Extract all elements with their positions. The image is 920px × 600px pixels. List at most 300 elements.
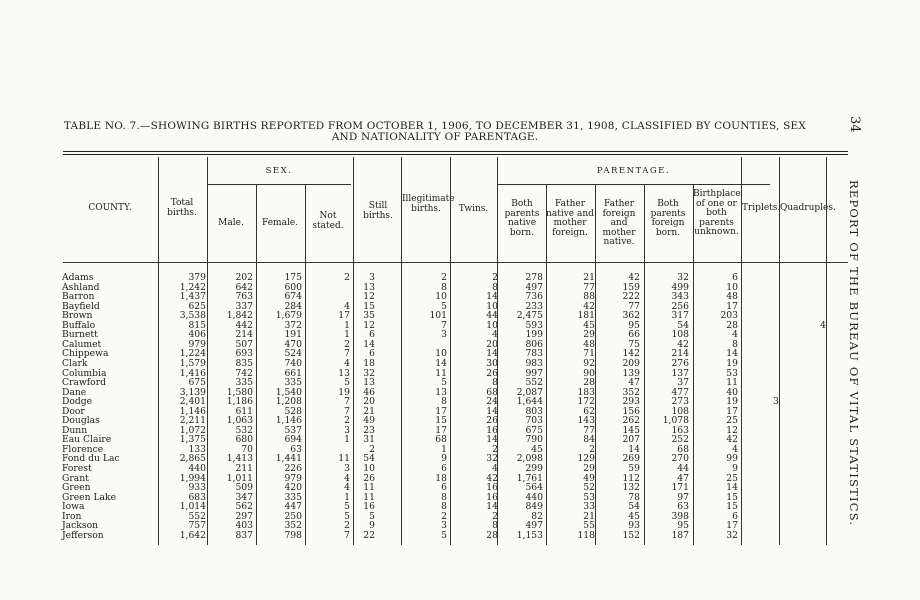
cell-both-native: 2,098 [516,453,543,465]
cell-still: 10 [363,463,375,474]
cell-both-foreign: 171 [671,482,689,494]
cell-twins: 4 [492,329,498,341]
cell-twins: 32 [486,453,498,465]
cell-male: 837 [235,529,253,541]
col-header-twins: Twins. [458,204,489,214]
cell-male: 835 [235,357,253,369]
cell-still: 13 [363,377,375,389]
cell-twins: 68 [486,386,498,398]
county-name: Jackson [62,520,99,532]
running-head [847,116,867,527]
cell-twins: 14 [486,291,498,303]
cell-father-foreign-mother-native: 66 [628,329,640,341]
cell-both-native: 593 [525,319,543,331]
cell-unknown: 15 [726,491,738,503]
cell-still: 6 [369,329,375,341]
cell-male: 442 [235,319,253,331]
cell-illegitimate: 13 [435,386,447,398]
col-header-male: Male. [218,218,244,228]
cell-father-native-mother-foreign: 71 [583,348,595,360]
county-name: Clark [62,357,88,369]
cell-still: 32 [363,367,375,379]
cell-father-native-mother-foreign: 84 [583,434,595,446]
county-name: Barron [62,291,95,303]
cell-father-foreign-mother-native: 77 [628,300,640,312]
cell-both-foreign: 273 [671,396,689,408]
cell-female: 175 [284,272,302,283]
sex-group-rule [207,184,351,185]
cell-father-foreign-mother-native: 139 [622,367,640,379]
cell-unknown: 4 [732,329,738,341]
cell-male: 202 [235,272,253,283]
cell-still: 18 [363,357,375,369]
cell-total: 1,224 [179,348,206,360]
cell-twins: 8 [492,377,498,389]
cell-still: 6 [369,348,375,360]
cell-total: 2,211 [179,415,206,427]
cell-not-stated: 7 [344,348,350,360]
cell-both-native: 1,153 [516,529,543,541]
column-divider [826,157,827,545]
cell-unknown: 14 [726,482,738,494]
cell-male: 509 [235,482,253,494]
cell-illegitimate: 3 [441,520,447,532]
cell-father-native-mother-foreign: 55 [583,520,595,532]
cell-twins: 26 [486,415,498,427]
cell-still: 54 [363,453,375,465]
cell-both-foreign: 32 [677,272,689,283]
cell-father-native-mother-foreign: 21 [583,272,595,283]
col-header-triplets: Triplets. [742,203,781,213]
cell-both-native: 803 [525,405,543,417]
cell-male: 1,842 [226,310,253,322]
cell-both-foreign: 163 [671,424,689,436]
cell-both-native: 1,761 [516,472,543,484]
cell-both-native: 278 [525,272,543,283]
cell-male: 211 [235,463,253,474]
cell-still: 13 [363,281,375,293]
cell-father-foreign-mother-native: 95 [628,319,640,331]
cell-illegitimate: 2 [441,510,447,522]
cell-female: 372 [284,319,302,331]
cell-female: 661 [284,367,302,379]
cell-not-stated: 5 [344,510,350,522]
cell-still: 15 [363,300,375,312]
cell-both-foreign: 97 [677,491,689,503]
cell-total: 815 [188,319,206,331]
cell-both-native: 790 [525,434,543,446]
cell-father-native-mother-foreign: 77 [583,424,595,436]
cell-both-foreign: 54 [677,319,689,331]
col-header-both-native: Both parents native born. [504,199,540,238]
cell-both-foreign: 398 [671,510,689,522]
cell-twins: 2 [492,272,498,283]
col-header-father-foreign: Father foreign and mother native. [602,199,636,247]
cell-illegitimate: 8 [441,281,447,293]
cell-still: 3 [369,272,375,283]
header-double-rule-bottom [63,154,848,155]
cell-female: 250 [284,510,302,522]
cell-unknown: 17 [726,300,738,312]
cell-twins: 8 [492,281,498,293]
cell-unknown: 19 [726,357,738,369]
cell-father-foreign-mother-native: 59 [628,463,640,474]
cell-twins: 16 [486,482,498,494]
cell-male: 562 [235,501,253,513]
cell-not-stated: 7 [344,396,350,408]
cell-male: 763 [235,291,253,303]
cell-illegitimate: 7 [441,319,447,331]
county-name: Jefferson [62,529,104,541]
cell-twins: 20 [486,338,498,350]
cell-unknown: 28 [726,319,738,331]
cell-still: 31 [363,434,375,446]
cell-female: 528 [284,405,302,417]
cell-total: 1,579 [179,357,206,369]
cell-illegitimate: 1 [441,443,447,455]
cell-illegitimate: 8 [441,396,447,408]
cell-male: 1,063 [226,415,253,427]
cell-female: 1,208 [275,396,302,408]
cell-both-foreign: 187 [671,529,689,541]
cell-not-stated: 2 [344,338,350,350]
county-name: Green Lake [62,491,117,503]
sex-group-header: SEX. [265,166,293,176]
county-name: Douglas [62,415,100,427]
cell-twins: 2 [492,443,498,455]
cell-total: 1,375 [179,434,206,446]
cell-both-native: 564 [525,482,543,494]
header-double-rule-top [63,151,848,152]
cell-father-foreign-mother-native: 47 [628,377,640,389]
cell-male: 347 [235,491,253,503]
cell-both-foreign: 270 [671,453,689,465]
cell-father-native-mother-foreign: 172 [577,396,595,408]
cell-unknown: 14 [726,348,738,360]
cell-twins: 24 [486,396,498,408]
county-name: Dodge [62,396,93,408]
cell-male: 611 [235,405,253,417]
cell-illegitimate: 8 [441,501,447,513]
cell-illegitimate: 10 [435,348,447,360]
county-name: Crawford [62,377,106,389]
cell-not-stated: 7 [344,405,350,417]
cell-illegitimate: 6 [441,463,447,474]
col-header-illegitimate: Illegitimate births. [402,194,455,214]
cell-female: 447 [284,501,302,513]
cell-father-foreign-mother-native: 269 [622,453,640,465]
col-header-female: Female. [261,218,299,228]
cell-illegitimate: 68 [435,434,447,446]
cell-father-foreign-mother-native: 132 [622,482,640,494]
cell-father-native-mother-foreign: 90 [583,367,595,379]
cell-total: 3,538 [179,310,206,322]
cell-unknown: 25 [726,415,738,427]
cell-female: 335 [284,377,302,389]
cell-male: 532 [235,424,253,436]
cell-unknown: 17 [726,520,738,532]
cell-illegitimate: 15 [435,415,447,427]
cell-father-native-mother-foreign: 21 [583,510,595,522]
cell-not-stated: 2 [344,415,350,427]
county-name: Bayfield [62,300,100,312]
cell-not-stated: 2 [344,520,350,532]
cell-twins: 16 [486,491,498,503]
cell-total: 3,139 [179,386,206,398]
cell-not-stated: 7 [344,529,350,541]
cell-not-stated: 19 [338,386,350,398]
cell-father-foreign-mother-native: 152 [622,529,640,541]
cell-father-foreign-mother-native: 75 [628,338,640,350]
cell-both-foreign: 137 [671,367,689,379]
cell-unknown: 203 [720,310,738,322]
county-name: Door [62,405,85,417]
cell-unknown: 6 [732,272,738,283]
col-header-quadruplets: Quadruples. [780,203,836,213]
cell-total: 933 [188,482,206,494]
cell-father-native-mother-foreign: 52 [583,482,595,494]
cell-both-foreign: 47 [677,472,689,484]
col-header-still: Still births. [363,201,393,221]
cell-twins: 14 [486,348,498,360]
cell-male: 680 [235,434,253,446]
cell-unknown: 48 [726,291,738,303]
cell-female: 524 [284,348,302,360]
cell-unknown: 17 [726,405,738,417]
cell-unknown: 42 [726,434,738,446]
cell-both-foreign: 44 [677,463,689,474]
cell-father-foreign-mother-native: 209 [622,357,640,369]
cell-father-native-mother-foreign: 33 [583,501,595,513]
cell-still: 16 [363,501,375,513]
cell-twins: 42 [486,472,498,484]
cell-still: 11 [363,482,375,494]
cell-not-stated: 3 [344,424,350,436]
cell-total: 1,642 [179,529,206,541]
cell-both-native: 2,087 [516,386,543,398]
cell-illegitimate: 5 [441,377,447,389]
cell-female: 1,146 [275,415,302,427]
cell-father-native-mother-foreign: 29 [583,463,595,474]
cell-still: 2 [369,443,375,455]
cell-both-foreign: 95 [677,520,689,532]
cell-unknown: 19 [726,396,738,408]
title-line-1: TABLE NO. 7.—SHOWING BIRTHS REPORTED FROM OCTOBER 1, 1906, TO DECEMBER 31, 1908, CLASSIFIED BY COUNTIES, SEX [63,120,807,132]
cell-total: 979 [188,338,206,350]
cell-father-native-mother-foreign: 2 [589,443,595,455]
county-name: Iowa [62,501,85,513]
cell-total: 133 [188,443,206,455]
cell-female: 537 [284,424,302,436]
cell-father-native-mother-foreign: 53 [583,491,595,503]
cell-both-native: 440 [525,491,543,503]
cell-male: 742 [235,367,253,379]
cell-total: 406 [188,329,206,341]
cell-father-native-mother-foreign: 88 [583,291,595,303]
cell-unknown: 11 [726,377,738,389]
cell-both-native: 552 [525,377,543,389]
cell-still: 46 [363,386,375,398]
cell-both-foreign: 37 [677,377,689,389]
cell-total: 2,401 [179,396,206,408]
cell-twins: 14 [486,405,498,417]
cell-father-native-mother-foreign: 28 [583,377,595,389]
cell-unknown: 12 [726,424,738,436]
cell-female: 1,441 [275,453,302,465]
cell-twins: 28 [486,529,498,541]
cell-total: 1,072 [179,424,206,436]
cell-both-foreign: 276 [671,357,689,369]
county-name: Iron [62,510,82,522]
county-name: Green [62,482,91,494]
cell-not-stated: 2 [344,272,350,283]
cell-male: 693 [235,348,253,360]
cell-illegitimate: 2 [441,272,447,283]
cell-still: 21 [363,405,375,417]
cell-both-native: 736 [525,291,543,303]
cell-female: 1,540 [275,386,302,398]
cell-both-native: 806 [525,338,543,350]
cell-twins: 8 [492,520,498,532]
cell-twins: 44 [486,310,498,322]
cell-father-native-mother-foreign: 45 [583,319,595,331]
cell-both-native: 849 [525,501,543,513]
cell-still: 20 [363,396,375,408]
cell-total: 1,014 [179,501,206,513]
county-name: Columbia [62,367,107,379]
cell-male: 1,413 [226,453,253,465]
cell-father-foreign-mother-native: 207 [622,434,640,446]
cell-father-native-mother-foreign: 62 [583,405,595,417]
cell-father-foreign-mother-native: 362 [622,310,640,322]
county-name: Burnett [62,329,98,341]
cell-unknown: 99 [726,453,738,465]
cell-father-foreign-mother-native: 54 [628,501,640,513]
cell-total: 552 [188,510,206,522]
cell-male: 642 [235,281,253,293]
cell-still: 12 [363,319,375,331]
cell-total: 625 [188,300,206,312]
county-name: Eau Claire [62,434,112,446]
cell-male: 1,580 [226,386,253,398]
cell-not-stated: 4 [344,357,350,369]
cell-still: 5 [369,510,375,522]
cell-father-native-mother-foreign: 49 [583,472,595,484]
cell-unknown: 10 [726,281,738,293]
cell-illegitimate: 10 [435,291,447,303]
cell-both-foreign: 499 [671,281,689,293]
cell-both-native: 45 [531,443,543,455]
cell-illegitimate: 5 [441,529,447,541]
cell-both-native: 2,475 [516,310,543,322]
county-name: Buffalo [62,319,96,331]
cell-not-stated: 5 [344,377,350,389]
cell-total: 1,994 [179,472,206,484]
county-name: Forest [62,463,92,474]
cell-male: 335 [235,377,253,389]
cell-unknown: 25 [726,472,738,484]
county-name: Dane [62,386,87,398]
cell-father-native-mother-foreign: 42 [583,300,595,312]
cell-father-foreign-mother-native: 262 [622,415,640,427]
cell-female: 798 [284,529,302,541]
cell-unknown: 15 [726,501,738,513]
county-name: Fond du Lac [62,453,120,465]
cell-father-foreign-mother-native: 142 [622,348,640,360]
cell-father-native-mother-foreign: 183 [577,386,595,398]
cell-total: 675 [188,377,206,389]
cell-father-foreign-mother-native: 145 [622,424,640,436]
cell-still: 12 [363,291,375,303]
cell-female: 63 [290,443,302,455]
cell-unknown: 8 [732,338,738,350]
cell-not-stated: 4 [344,472,350,484]
cell-both-foreign: 252 [671,434,689,446]
cell-still: 14 [363,338,375,350]
cell-still: 35 [363,310,375,322]
cell-father-foreign-mother-native: 293 [622,396,640,408]
cell-not-stated: 4 [344,300,350,312]
cell-illegitimate: 17 [435,405,447,417]
cell-triplets: 3 [773,396,779,408]
cell-both-native: 983 [525,357,543,369]
cell-father-native-mother-foreign: 77 [583,281,595,293]
cell-twins: 26 [486,367,498,379]
cell-total: 1,416 [179,367,206,379]
cell-female: 979 [284,472,302,484]
cell-both-foreign: 1,078 [662,415,689,427]
cell-unknown: 40 [726,386,738,398]
cell-total: 683 [188,491,206,503]
cell-father-foreign-mother-native: 222 [622,291,640,303]
cell-father-foreign-mother-native: 93 [628,520,640,532]
cell-illegitimate: 5 [441,300,447,312]
cell-both-native: 783 [525,348,543,360]
cell-both-native: 703 [525,415,543,427]
cell-father-native-mother-foreign: 181 [577,310,595,322]
title-line-2: AND NATIONALITY OF PARENTAGE. [331,131,539,143]
cell-twins: 2 [492,510,498,522]
page-number: 34 [847,116,862,133]
cell-male: 1,186 [226,396,253,408]
cell-female: 226 [284,463,302,474]
cell-both-foreign: 343 [671,291,689,303]
cell-both-native: 299 [525,463,543,474]
cell-both-native: 997 [525,367,543,379]
cell-male: 70 [241,443,253,455]
cell-total: 1,146 [179,405,206,417]
cell-unknown: 53 [726,367,738,379]
cell-unknown: 6 [732,510,738,522]
column-divider [741,157,742,545]
county-name: Ashland [62,281,100,293]
cell-both-foreign: 108 [671,329,689,341]
col-header-total: Total births. [167,198,197,218]
cell-illegitimate: 14 [435,357,447,369]
cell-not-stated: 3 [344,463,350,474]
cell-father-foreign-mother-native: 42 [628,272,640,283]
cell-both-foreign: 317 [671,310,689,322]
cell-not-stated: 5 [344,501,350,513]
cell-both-foreign: 63 [677,501,689,513]
cell-still: 22 [363,529,375,541]
cell-illegitimate: 6 [441,482,447,494]
cell-father-foreign-mother-native: 352 [622,386,640,398]
cell-both-native: 233 [525,300,543,312]
cell-father-foreign-mother-native: 14 [628,443,640,455]
cell-female: 600 [284,281,302,293]
col-header-both-foreign: Both parents foreign born. [650,199,686,238]
